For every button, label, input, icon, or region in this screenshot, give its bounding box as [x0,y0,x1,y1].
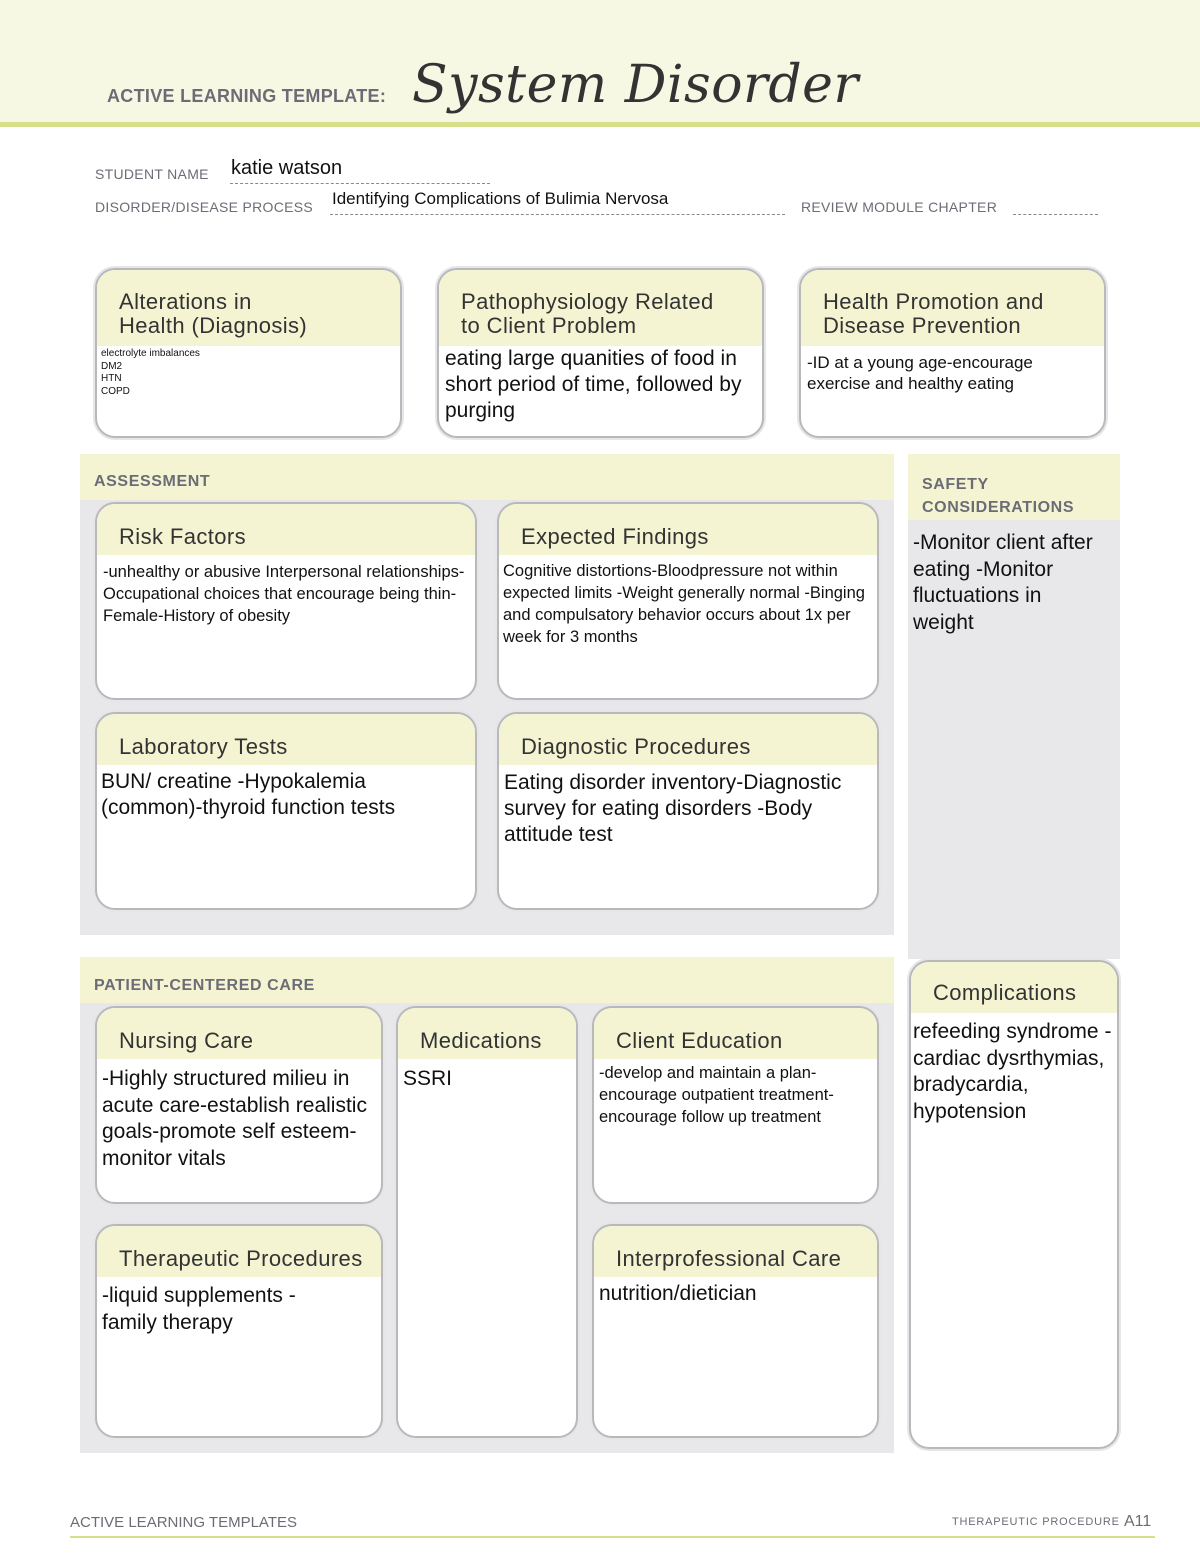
complications-text: refeeding syndrome -cardiac dysrthymias, bradycardia, hypotension [913,1020,1112,1123]
alterations-title-line1: Alterations in [119,289,252,314]
risk-factors-text: -unhealthy or abusive Interpersonal relationships-Occupational choices that encourage being thin-Female-History of obesity [103,563,465,625]
health-promotion-header [801,270,1104,346]
expected-findings-text: Cognitive distortions-Bloodpressure not within expected limits -Weight generally normal -Binging and compulsatory behavior occurs about 1x per week for 3 months [503,562,865,646]
risk-factors-box[interactable] [95,502,477,700]
student-name-underline [230,183,490,184]
complications-title: Complications [911,962,1117,1013]
safety-label [922,473,1074,519]
therapeutic-procedures-text: -liquid supplements -family therapy [102,1284,296,1334]
therapeutic-procedures-box[interactable] [95,1224,383,1438]
client-education-title: Client Education [594,1008,877,1059]
header-rule [0,122,1200,127]
alterations-line: COPD [101,385,130,397]
client-education-text: -develop and maintain a plan-encourage outpatient treatment-encourage follow up treatment [599,1064,834,1126]
nursing-care-text: -Highly structured milieu in acute care-establish realistic goals-promote self esteem-monitor vitals [102,1067,367,1170]
expected-findings-box[interactable] [497,502,879,700]
alterations-header [97,270,400,346]
disorder-field[interactable]: Identifying Complications of Bulimia Nervosa [332,189,669,208]
medications-box[interactable] [396,1006,578,1438]
footer-page-number: A11 [1124,1513,1152,1530]
pathophysiology-text: eating large quanities of food in short period of time, followed by purging [445,347,742,422]
pathophysiology-box[interactable] [437,268,764,438]
diagnostic-procedures-text: Eating disorder inventory-Diagnostic survey for eating disorders -Body attitude test [504,771,842,846]
pathophysiology-title-line2: to Client Problem [461,313,637,338]
patient-care-label: PATIENT-CENTERED CARE [94,977,315,994]
footer-rule [70,1536,1155,1538]
health-promotion-title-line2: Disease Prevention [823,313,1021,338]
alterations-in-health-box[interactable] [95,268,402,438]
alterations-content [97,346,400,400]
expected-findings-title: Expected Findings [499,504,877,555]
therapeutic-procedures-title: Therapeutic Procedures [97,1226,381,1277]
pathophysiology-header [439,270,762,346]
safety-label-line1: SAFETY [922,476,989,493]
health-promotion-title-line1: Health Promotion and [823,289,1044,314]
template-label: ACTIVE LEARNING TEMPLATE: [107,86,387,106]
complications-box[interactable] [909,960,1119,1449]
medications-title: Medications [398,1008,576,1059]
client-education-box[interactable] [592,1006,879,1204]
diagnostic-procedures-box[interactable] [497,712,879,910]
interprofessional-care-title: Interprofessional Care [594,1226,877,1277]
medications-text: SSRI [403,1067,453,1090]
footer-right-text: THERAPEUTIC PROCEDURE [952,1516,1120,1528]
safety-text: -Monitor client after eating -Monitor fluctuations in weight [913,531,1093,634]
laboratory-tests-box[interactable] [95,712,477,910]
nursing-care-box[interactable] [95,1006,383,1204]
health-promotion-box[interactable] [799,268,1106,438]
disorder-underline [330,214,785,215]
pathophysiology-title-line1: Pathophysiology Related [461,289,714,314]
student-name-label: STUDENT NAME [95,166,209,182]
student-name-field[interactable]: katie watson [231,157,343,179]
nursing-care-title: Nursing Care [97,1008,381,1059]
alterations-line: electrolyte imbalances [101,348,200,359]
interprofessional-care-box[interactable] [592,1224,879,1438]
diagnostic-procedures-title: Diagnostic Procedures [499,714,877,765]
health-promotion-text: -ID at a young age-encourage exercise and healthy eating [807,353,1033,393]
review-chapter-label: REVIEW MODULE CHAPTER [801,199,998,215]
laboratory-tests-title: Laboratory Tests [97,714,475,765]
alterations-title-line2: Health (Diagnosis) [119,313,308,338]
review-chapter-underline [1013,214,1098,215]
page-title: System Disorder [412,55,859,115]
risk-factors-title: Risk Factors [97,504,475,555]
footer-left-text: ACTIVE LEARNING TEMPLATES [70,1514,297,1531]
safety-label-line2: CONSIDERATIONS [922,499,1075,516]
interprofessional-care-text: nutrition/dietician [599,1282,757,1305]
assessment-label: ASSESSMENT [94,473,211,490]
alterations-line: DM2 [101,360,123,372]
disorder-label: DISORDER/DISEASE PROCESS [95,199,314,215]
alterations-line: HTN [101,373,122,384]
laboratory-tests-text: BUN/ creatine -Hypokalemia (common)-thyroid function tests [101,770,396,819]
